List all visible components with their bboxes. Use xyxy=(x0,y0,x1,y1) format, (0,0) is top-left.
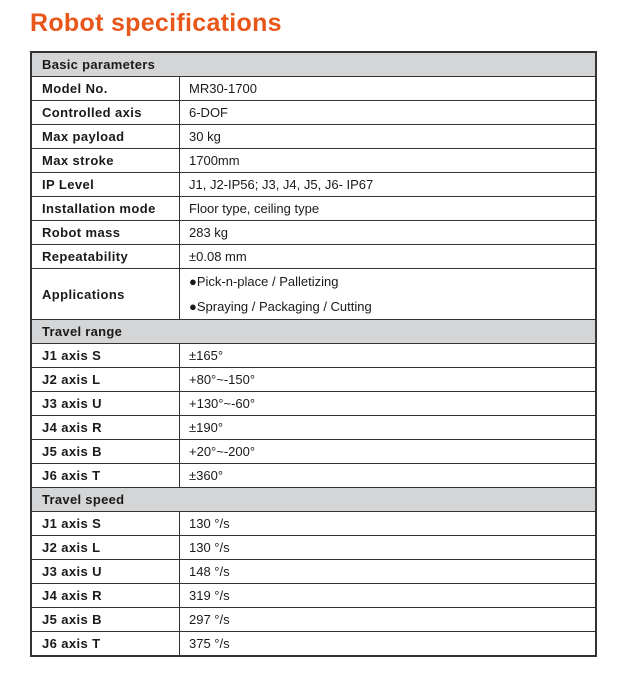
param-value: 130 °/s xyxy=(180,512,597,536)
application-item: ●Pick-n-place / Palletizing xyxy=(189,274,339,289)
param-value xyxy=(180,269,597,320)
section-header xyxy=(31,52,596,77)
table-row xyxy=(31,608,596,632)
spec-table xyxy=(30,51,597,657)
section-header xyxy=(31,488,596,512)
param-name: J2 axis L xyxy=(31,368,180,392)
table-row xyxy=(31,440,596,464)
param-name: J6 axis T xyxy=(31,464,180,488)
param-value: +130°~-60° xyxy=(180,392,597,416)
param-name: Controlled axis xyxy=(31,101,180,125)
param-name: J5 axis B xyxy=(31,608,180,632)
table-row xyxy=(31,392,596,416)
param-value: 375 °/s xyxy=(180,632,597,657)
param-name: Repeatability xyxy=(31,245,180,269)
param-name: Robot mass xyxy=(31,221,180,245)
param-value: ±190° xyxy=(180,416,597,440)
param-value: 283 kg xyxy=(180,221,597,245)
table-row xyxy=(31,632,596,657)
param-name: J6 axis T xyxy=(31,632,180,657)
param-name: J1 axis S xyxy=(31,512,180,536)
param-value: 319 °/s xyxy=(180,584,597,608)
param-value: MR30-1700 xyxy=(180,77,597,101)
param-value: Floor type, ceiling type xyxy=(180,197,597,221)
param-value: ±360° xyxy=(180,464,597,488)
param-value: J1, J2-IP56; J3, J4, J5, J6- IP67 xyxy=(180,173,597,197)
table-row xyxy=(31,560,596,584)
param-name: J1 axis S xyxy=(31,344,180,368)
param-name: Model No. xyxy=(31,77,180,101)
table-row xyxy=(31,197,596,221)
param-value: +80°~-150° xyxy=(180,368,597,392)
param-name: IP Level xyxy=(31,173,180,197)
section-header xyxy=(31,320,596,344)
table-row xyxy=(31,416,596,440)
table-row xyxy=(31,584,596,608)
table-row xyxy=(31,101,596,125)
table-row xyxy=(31,512,596,536)
table-row xyxy=(31,221,596,245)
table-row xyxy=(31,464,596,488)
table-row xyxy=(31,125,596,149)
param-name: Max stroke xyxy=(31,149,180,173)
param-name: J5 axis B xyxy=(31,440,180,464)
param-value: 6-DOF xyxy=(180,101,597,125)
param-value: 30 kg xyxy=(180,125,597,149)
param-value: +20°~-200° xyxy=(180,440,597,464)
table-row xyxy=(31,149,596,173)
param-value: 297 °/s xyxy=(180,608,597,632)
param-name: Applications xyxy=(31,269,180,320)
param-name: J3 axis U xyxy=(31,392,180,416)
application-item: ●Spraying / Packaging / Cutting xyxy=(189,299,372,314)
param-name: Installation mode xyxy=(31,197,180,221)
param-value: ±0.08 mm xyxy=(180,245,597,269)
table-row-applications xyxy=(31,269,596,320)
param-value: 130 °/s xyxy=(180,536,597,560)
param-name: Max payload xyxy=(31,125,180,149)
param-value: ±165° xyxy=(180,344,597,368)
param-name: J4 axis R xyxy=(31,416,180,440)
param-value: 148 °/s xyxy=(180,560,597,584)
table-row xyxy=(31,173,596,197)
table-row xyxy=(31,344,596,368)
param-name: J4 axis R xyxy=(31,584,180,608)
param-value: 1700mm xyxy=(180,149,597,173)
page-title: Robot specifications xyxy=(30,9,282,37)
param-name: J3 axis U xyxy=(31,560,180,584)
param-name: J2 axis L xyxy=(31,536,180,560)
section-title: Travel speed xyxy=(31,488,596,512)
table-row xyxy=(31,536,596,560)
table-row xyxy=(31,368,596,392)
table-row xyxy=(31,77,596,101)
section-title: Basic parameters xyxy=(31,52,596,77)
section-title: Travel range xyxy=(31,320,596,344)
table-row xyxy=(31,245,596,269)
